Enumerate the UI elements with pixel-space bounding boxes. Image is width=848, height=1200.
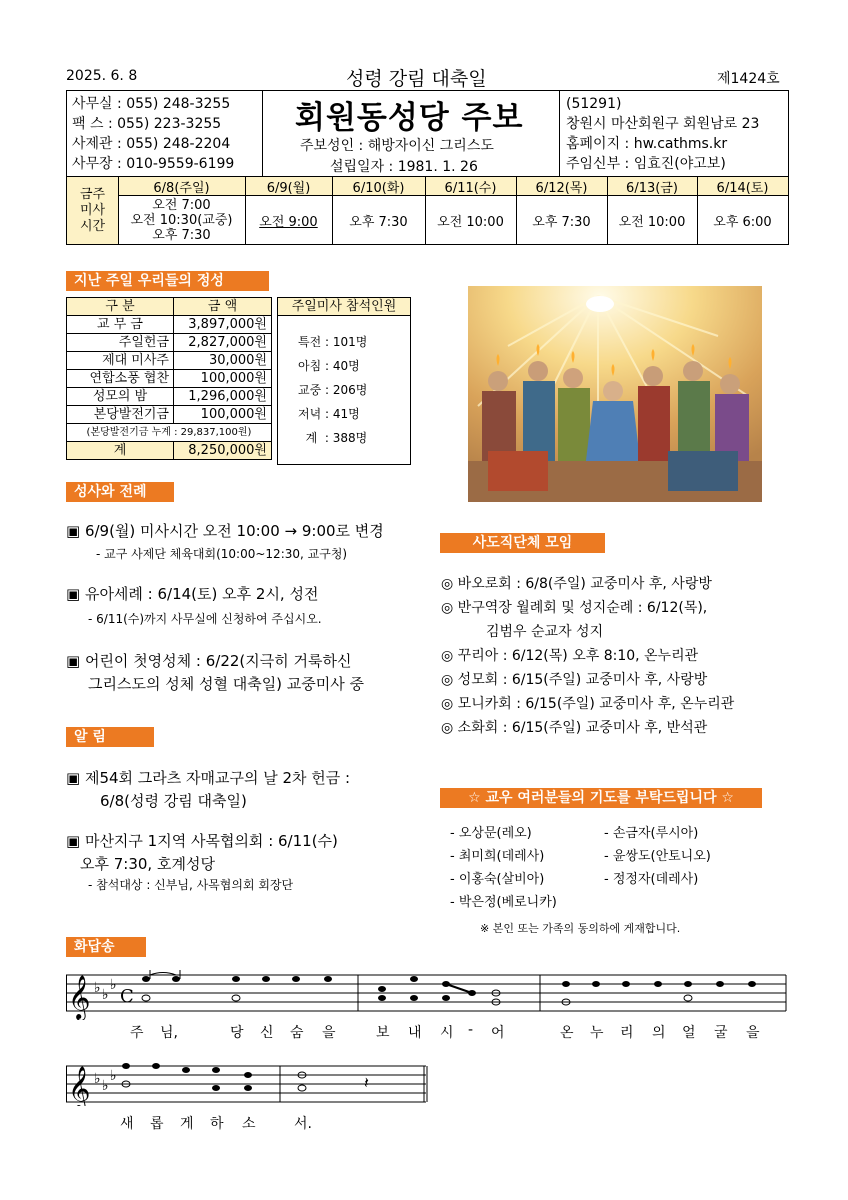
svg-text:C: C <box>120 986 134 1007</box>
notice-item-cont: 6/8(성령 강림 대축일) <box>100 792 247 810</box>
svg-text:𝄽: 𝄽 <box>364 1073 369 1092</box>
music-staff-1 <box>66 970 788 1020</box>
svg-text:♭: ♭ <box>110 977 117 993</box>
svg-text:♭: ♭ <box>94 1071 101 1087</box>
svg-text:𝄞: 𝄞 <box>68 975 91 1019</box>
liturgy-title: 성사와 전례 <box>66 482 174 502</box>
schedule-times: 오전 10:00 <box>437 214 504 230</box>
svg-text:♭: ♭ <box>102 987 109 1003</box>
prayers-title: ☆ 교우 여러분들의 기도를 부탁드립니다 ☆ <box>440 788 762 808</box>
liturgy-item: ▣ 유아세례 : 6/14(토) 오후 2시, 성전 <box>66 585 319 603</box>
founded-date: 설립일자 : 1981. 1. 26 <box>330 159 478 175</box>
schedule-day: 6/13(금) <box>626 180 678 196</box>
svg-text:♭: ♭ <box>94 980 101 996</box>
schedule-day: 6/8(주일) <box>153 180 210 196</box>
offerings-table: 구 분 금 액 교 무 금 3,897,000원 주일헌금 2,827,000원 제대 미사주 30,000원 연합소풍 협찬 100,000원 성모의 밤 1,296,000원 본당발전기금 100,000원 (본당발전기금 누계 : 29,837,100원) 계 8,250,000원 <box>66 297 272 460</box>
lyrics-line-2: 새 롭 게 하 소 서. <box>120 1116 312 1132</box>
list-item: - 손금자(루시아) <box>604 826 699 841</box>
schedule-times: 오후 6:00 <box>713 214 772 230</box>
schedule-day: 6/9(월) <box>266 180 311 196</box>
lyrics-line-1: 주 님, 당 신 숨 을 보 내 시 - 어 온 누 리 의 얼 굴 을 <box>130 1022 760 1041</box>
table-row: 본당발전기금 100,000원 <box>67 406 272 424</box>
list-item: - 윤쌍도(안토니오) <box>604 849 711 864</box>
notice-subitem: - 참석대상 : 신부님, 사목협의회 회장단 <box>88 878 294 892</box>
liturgy-subitem: - 교구 사제단 체육대회(10:00~12:30, 교구청) <box>96 547 348 561</box>
liturgy-subitem: - 6/11(수)까지 사무실에 신청하여 주십시오. <box>88 612 322 626</box>
list-item: ◎ 성모회 : 6/15(주일) 교중미사 후, 사랑방 <box>441 672 708 688</box>
notice-item: ▣ 제54회 그라츠 자매교구의 날 2차 헌금 : <box>66 769 351 787</box>
offerings-title: 지난 주일 우리들의 정성 <box>66 271 269 291</box>
prayers-note: ※ 본인 또는 가족의 동의하에 게재합니다. <box>480 922 681 935</box>
notice-item-cont: 오후 7:30, 호계성당 <box>80 855 215 873</box>
table-row: (본당발전기금 누계 : 29,837,100원) <box>67 424 272 442</box>
svg-text:♭: ♭ <box>110 1068 117 1084</box>
issue-date: 2025. 6. 8 <box>66 68 138 84</box>
schedule-times: 오후 7:30 <box>532 214 591 230</box>
schedule-day: 6/11(수) <box>444 180 497 196</box>
liturgy-item: ▣ 어린이 첫영성체 : 6/22(지극히 거룩하신 <box>66 652 352 670</box>
patron-saint: 주보성인 : 해방자이신 그리스도 <box>300 138 494 154</box>
liturgy-item: ▣ 6/9(월) 미사시간 오전 10:00 → 9:00로 변경 <box>66 522 384 540</box>
schedule-times: 오전 10:00 <box>618 214 686 230</box>
schedule-times: 오전 9:00 <box>259 214 318 230</box>
list-item: - 오상문(레오) <box>450 826 532 841</box>
list-item: - 이홍숙(살비아) <box>450 872 545 887</box>
masthead-title: 회원동성당 주보 <box>295 100 524 136</box>
list-item: ◎ 모니카회 : 6/15(주일) 교중미사 후, 온누리관 <box>441 696 735 712</box>
list-item: ◎ 꾸리아 : 6/12(목) 오후 8:10, 온누리관 <box>441 648 699 664</box>
feast-title: 성령 강림 대축일 <box>346 68 487 90</box>
liturgy-item-cont: 그리스도의 성체 성혈 대축일) 교중미사 중 <box>88 675 365 693</box>
pentecost-painting <box>468 286 762 502</box>
schedule-day: 6/14(토) <box>716 180 769 196</box>
table-row: 교 무 금 3,897,000원 <box>67 316 272 334</box>
notices-title: 알 림 <box>66 727 154 747</box>
schedule-times: 오후 7:30 <box>349 214 408 230</box>
attendance-header: 주일미사 참석인원 <box>278 298 410 316</box>
attendance-list: 특전 : 101명 아침 : 40명 교중 : 206명 저녁 : 41명 계 : 388명 <box>298 335 368 445</box>
prayers-left <box>450 822 557 914</box>
svg-text:𝄞: 𝄞 <box>68 1066 91 1106</box>
groups-title: 사도직단체 모임 <box>440 533 605 553</box>
list-item: 김범우 순교자 성지 <box>486 624 604 640</box>
schedule-day: 6/12(목) <box>535 180 588 196</box>
list-item: ◎ 바오로회 : 6/8(주일) 교중미사 후, 사랑방 <box>441 576 712 592</box>
list-item: ◎ 반구역장 월례회 및 성지순례 : 6/12(목), <box>441 600 708 616</box>
list-item: - 정정자(데레사) <box>604 872 699 887</box>
schedule-day: 6/10(화) <box>352 180 405 196</box>
music-staff-2 <box>66 1056 428 1106</box>
table-row: 제대 미사주 30,000원 <box>67 352 272 370</box>
parish-info: (51291) 창원시 마산회원구 회원남로 23 홈페이지 : hw.cathms.kr 주임신부 : 임효진(야고보) <box>566 96 760 172</box>
prayers-right <box>604 822 711 891</box>
total-row: 계 8,250,000원 <box>67 442 272 460</box>
psalm-title: 화답송 <box>66 937 146 957</box>
groups-list <box>441 572 734 740</box>
list-item: - 최미희(데레사) <box>450 849 545 864</box>
list-item: - 박은정(베로니카) <box>450 895 557 910</box>
issue-number: 제1424호 <box>717 71 780 87</box>
list-item: ◎ 소화회 : 6/15(주일) 교중미사 후, 반석관 <box>441 720 708 736</box>
table-row: 연합소풍 협찬 100,000원 <box>67 370 272 388</box>
table-row: 주일헌금 2,827,000원 <box>67 334 272 352</box>
svg-text:♭: ♭ <box>102 1078 109 1094</box>
table-row: 성모의 밤 1,296,000원 <box>67 388 272 406</box>
schedule-times: 오전 7:00 오전 10:30(교중) 오후 7:30 <box>130 197 233 243</box>
contact-list: 사무실 : 055) 248-3255 팩 스 : 055) 223-3255 사제관 : 055) 248-2204 사무장 : 010-9559-6199 <box>72 96 235 172</box>
schedule-row-label: 금주 미사 시간 <box>79 186 106 234</box>
notice-item: ▣ 마산지구 1지역 사목협의회 : 6/11(수) <box>66 832 338 850</box>
